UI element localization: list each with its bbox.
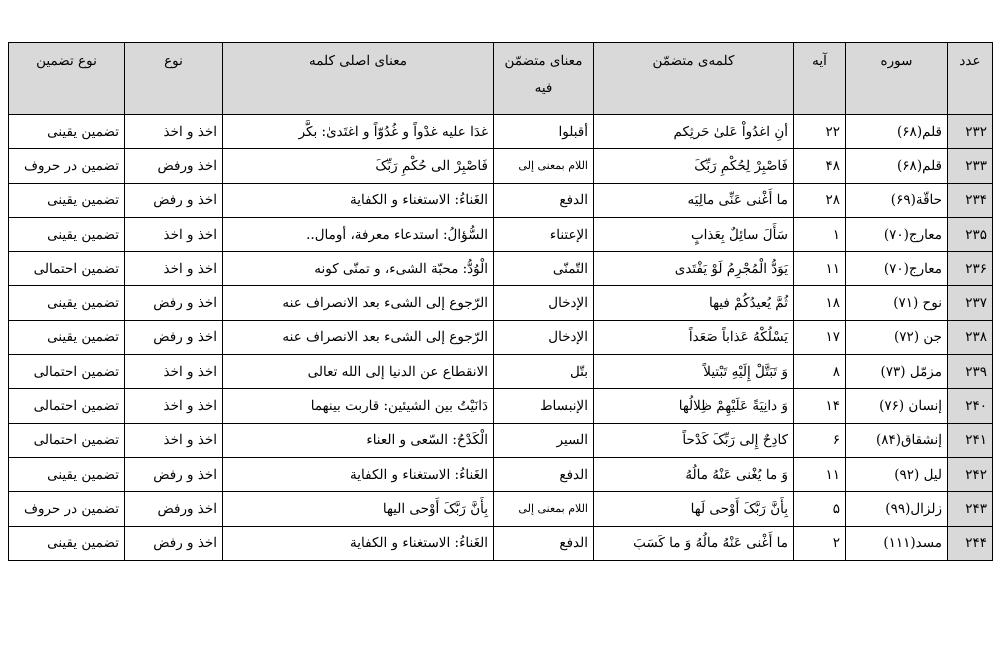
surah-cell: حاقّة(۶۹) — [846, 183, 948, 217]
ayah-cell: ۱۷ — [794, 320, 846, 354]
original-meaning-cell: الْکَدْحُ: السّعی و العناء — [223, 423, 494, 457]
type-cell: اخذ و رفض — [125, 183, 223, 217]
ayah-cell: ۱ — [794, 217, 846, 251]
tazmin-type-cell: تضمین یقینی — [9, 217, 125, 251]
row-number: ۲۳۷ — [948, 286, 993, 320]
ayah-cell: ۵ — [794, 492, 846, 526]
original-meaning-cell: الرّجوع إلی الشیء بعد الانصراف عنه — [223, 286, 494, 320]
type-cell: اخذ و اخذ — [125, 115, 223, 149]
word-cell: کادِحٌ إِلی رَبِّکَ کَدْحاً — [594, 423, 794, 457]
original-meaning-cell: الرّجوع إلی الشیء بعد الانصراف عنه — [223, 320, 494, 354]
surah-cell: إنشقاق(۸۴) — [846, 423, 948, 457]
table-row — [9, 492, 993, 526]
tazmin-type-cell: تضمین در حروف — [9, 149, 125, 183]
ayah-cell: ۱۱ — [794, 457, 846, 491]
tazmin-type-cell: تضمین در حروف — [9, 492, 125, 526]
implied-meaning-cell: الإدخال — [494, 320, 594, 354]
table-row — [9, 389, 993, 423]
implied-meaning-cell: اللام بمعنی إلی — [494, 492, 594, 526]
row-number: ۲۳۹ — [948, 355, 993, 389]
ayah-cell: ۱۸ — [794, 286, 846, 320]
type-cell: اخذ و اخذ — [125, 355, 223, 389]
surah-cell: قلم(۶۸) — [846, 115, 948, 149]
table-header — [9, 43, 993, 115]
header-type: نوع — [125, 43, 223, 115]
word-cell: وَ تَبَتَّلْ إِلَیْهِ تَبْتیلاً — [594, 355, 794, 389]
ayah-cell: ۱۴ — [794, 389, 846, 423]
word-cell: بِأَنَّ رَبَّکَ أَوْحی لَها — [594, 492, 794, 526]
tazmin-type-cell: تضمین احتمالی — [9, 355, 125, 389]
header-surah: سوره — [846, 43, 948, 115]
original-meaning-cell: فَاصْبِرْ الی حُکْمِ رَبِّکَ — [223, 149, 494, 183]
table-row — [9, 457, 993, 491]
word-cell: وَ ما یُغْنی عَنْهُ مالُهُ — [594, 457, 794, 491]
original-meaning-cell: غدَا علیه غدْواً و غُدُوّاً و اغتَدیٰ: بکَّر — [223, 115, 494, 149]
type-cell: اخذ و اخذ — [125, 423, 223, 457]
word-cell: فَاصْبِرْ لِحُکْمِ رَبِّکَ — [594, 149, 794, 183]
type-cell: اخذ ورفض — [125, 492, 223, 526]
implied-meaning-cell: الإعتناء — [494, 217, 594, 251]
tazmin-type-cell: تضمین یقینی — [9, 457, 125, 491]
surah-cell: جن (۷۲) — [846, 320, 948, 354]
tazmin-type-cell: تضمین یقینی — [9, 183, 125, 217]
header-implied-meaning: معنای متضمّن فیه — [494, 43, 594, 115]
header-original-meaning: معنای اصلی کلمه — [223, 43, 494, 115]
implied-meaning-cell: التّمنّی — [494, 252, 594, 286]
row-number: ۲۳۶ — [948, 252, 993, 286]
word-cell: یَوَدُّ الْمُجْرِمُ لَوْ یَفْتَدی — [594, 252, 794, 286]
type-cell: اخذ و رفض — [125, 320, 223, 354]
table-row — [9, 115, 993, 149]
row-number: ۲۴۴ — [948, 526, 993, 560]
surah-cell: معارج(۷۰) — [846, 217, 948, 251]
original-meaning-cell: الْوُدُّ: محبّة الشیء، و تمنّی کونه — [223, 252, 494, 286]
ayah-cell: ۴۸ — [794, 149, 846, 183]
tazmin-type-cell: تضمین یقینی — [9, 286, 125, 320]
table-row — [9, 526, 993, 560]
implied-meaning-cell: الدفع — [494, 526, 594, 560]
type-cell: اخذ و اخذ — [125, 252, 223, 286]
table-body — [9, 115, 993, 561]
table-row — [9, 423, 993, 457]
row-number: ۲۳۲ — [948, 115, 993, 149]
implied-meaning-cell: الإنبساط — [494, 389, 594, 423]
surah-cell: قلم(۶۸) — [846, 149, 948, 183]
type-cell: اخذ و رفض — [125, 526, 223, 560]
table-row — [9, 355, 993, 389]
tazmin-type-cell: تضمین یقینی — [9, 320, 125, 354]
implied-meaning-cell: أقبلوا — [494, 115, 594, 149]
implied-meaning-cell: الدفع — [494, 183, 594, 217]
header-number: عدد — [948, 43, 993, 115]
surah-cell: مزمّل (۷۳) — [846, 355, 948, 389]
header-tazmin-type: نوع تضمین — [9, 43, 125, 115]
row-number: ۲۴۳ — [948, 492, 993, 526]
header-ayah: آیه — [794, 43, 846, 115]
word-cell: ما أَغْنی عَنِّی مالِیَه — [594, 183, 794, 217]
original-meaning-cell: الغَناءُ: الاستغناء و الکفایة — [223, 457, 494, 491]
tazmin-type-cell: تضمین احتمالی — [9, 389, 125, 423]
original-meaning-cell: الغَناءُ: الاستغناء و الکفایة — [223, 526, 494, 560]
word-cell: سَأَلَ سائِلٌ بِعَذابٍ — [594, 217, 794, 251]
surah-cell: لیل (۹۲) — [846, 457, 948, 491]
table-row — [9, 286, 993, 320]
word-cell: ما أَغْنی عَنْهُ مالُهُ وَ ما کَسَبَ — [594, 526, 794, 560]
implied-meaning-cell: الإدخال — [494, 286, 594, 320]
tazmin-table — [8, 42, 993, 561]
tazmin-type-cell: تضمین یقینی — [9, 526, 125, 560]
table-row — [9, 183, 993, 217]
original-meaning-cell: دَانَیْتُ بین الشیئین: قاربت بینهما — [223, 389, 494, 423]
implied-meaning-cell: بتّل — [494, 355, 594, 389]
ayah-cell: ۲۲ — [794, 115, 846, 149]
original-meaning-cell: الغَناءُ: الاستغناء و الکفایة — [223, 183, 494, 217]
row-number: ۲۳۸ — [948, 320, 993, 354]
row-number: ۲۴۰ — [948, 389, 993, 423]
type-cell: اخذ و اخذ — [125, 217, 223, 251]
word-cell: یَسْلُکْهُ عَذاباً صَعَداً — [594, 320, 794, 354]
row-number: ۲۴۲ — [948, 457, 993, 491]
row-number: ۲۳۳ — [948, 149, 993, 183]
implied-meaning-cell: الدفع — [494, 457, 594, 491]
tazmin-type-cell: تضمین احتمالی — [9, 423, 125, 457]
tazmin-type-cell: تضمین احتمالی — [9, 252, 125, 286]
surah-cell: معارج(۷۰) — [846, 252, 948, 286]
header-row — [9, 43, 993, 115]
row-number: ۲۴۱ — [948, 423, 993, 457]
table-row — [9, 149, 993, 183]
original-meaning-cell: بِأَنَّ رَبَّکَ أَوْحی الیها — [223, 492, 494, 526]
row-number: ۲۳۴ — [948, 183, 993, 217]
type-cell: اخذ ورفض — [125, 149, 223, 183]
ayah-cell: ۱۱ — [794, 252, 846, 286]
surah-cell: إنسان (۷۶) — [846, 389, 948, 423]
surah-cell: مسد(۱۱۱) — [846, 526, 948, 560]
row-number: ۲۳۵ — [948, 217, 993, 251]
original-meaning-cell: الانقطاع عن الدنیا إلی الله تعالی — [223, 355, 494, 389]
ayah-cell: ۸ — [794, 355, 846, 389]
word-cell: ثُمَّ یُعیدُکُمْ فیها — [594, 286, 794, 320]
type-cell: اخذ و رفض — [125, 286, 223, 320]
table-row — [9, 252, 993, 286]
original-meaning-cell: السُّؤالُ: استدعاء معرفة، أومال.. — [223, 217, 494, 251]
ayah-cell: ۶ — [794, 423, 846, 457]
header-word: کلمه‌ی متضمّن — [594, 43, 794, 115]
ayah-cell: ۲۸ — [794, 183, 846, 217]
word-cell: أنِ اغدُواْ عَلیٰ حَرثِکم — [594, 115, 794, 149]
ayah-cell: ۲ — [794, 526, 846, 560]
table-row — [9, 320, 993, 354]
tazmin-type-cell: تضمین یقینی — [9, 115, 125, 149]
implied-meaning-cell: السیر — [494, 423, 594, 457]
surah-cell: زلزال(۹۹) — [846, 492, 948, 526]
implied-meaning-cell: اللام بمعنی إلی — [494, 149, 594, 183]
surah-cell: نوح (۷۱) — [846, 286, 948, 320]
type-cell: اخذ و اخذ — [125, 389, 223, 423]
type-cell: اخذ و رفض — [125, 457, 223, 491]
table-row — [9, 217, 993, 251]
word-cell: وَ دانِیَةً عَلَیْهِمْ ظِلالُها — [594, 389, 794, 423]
